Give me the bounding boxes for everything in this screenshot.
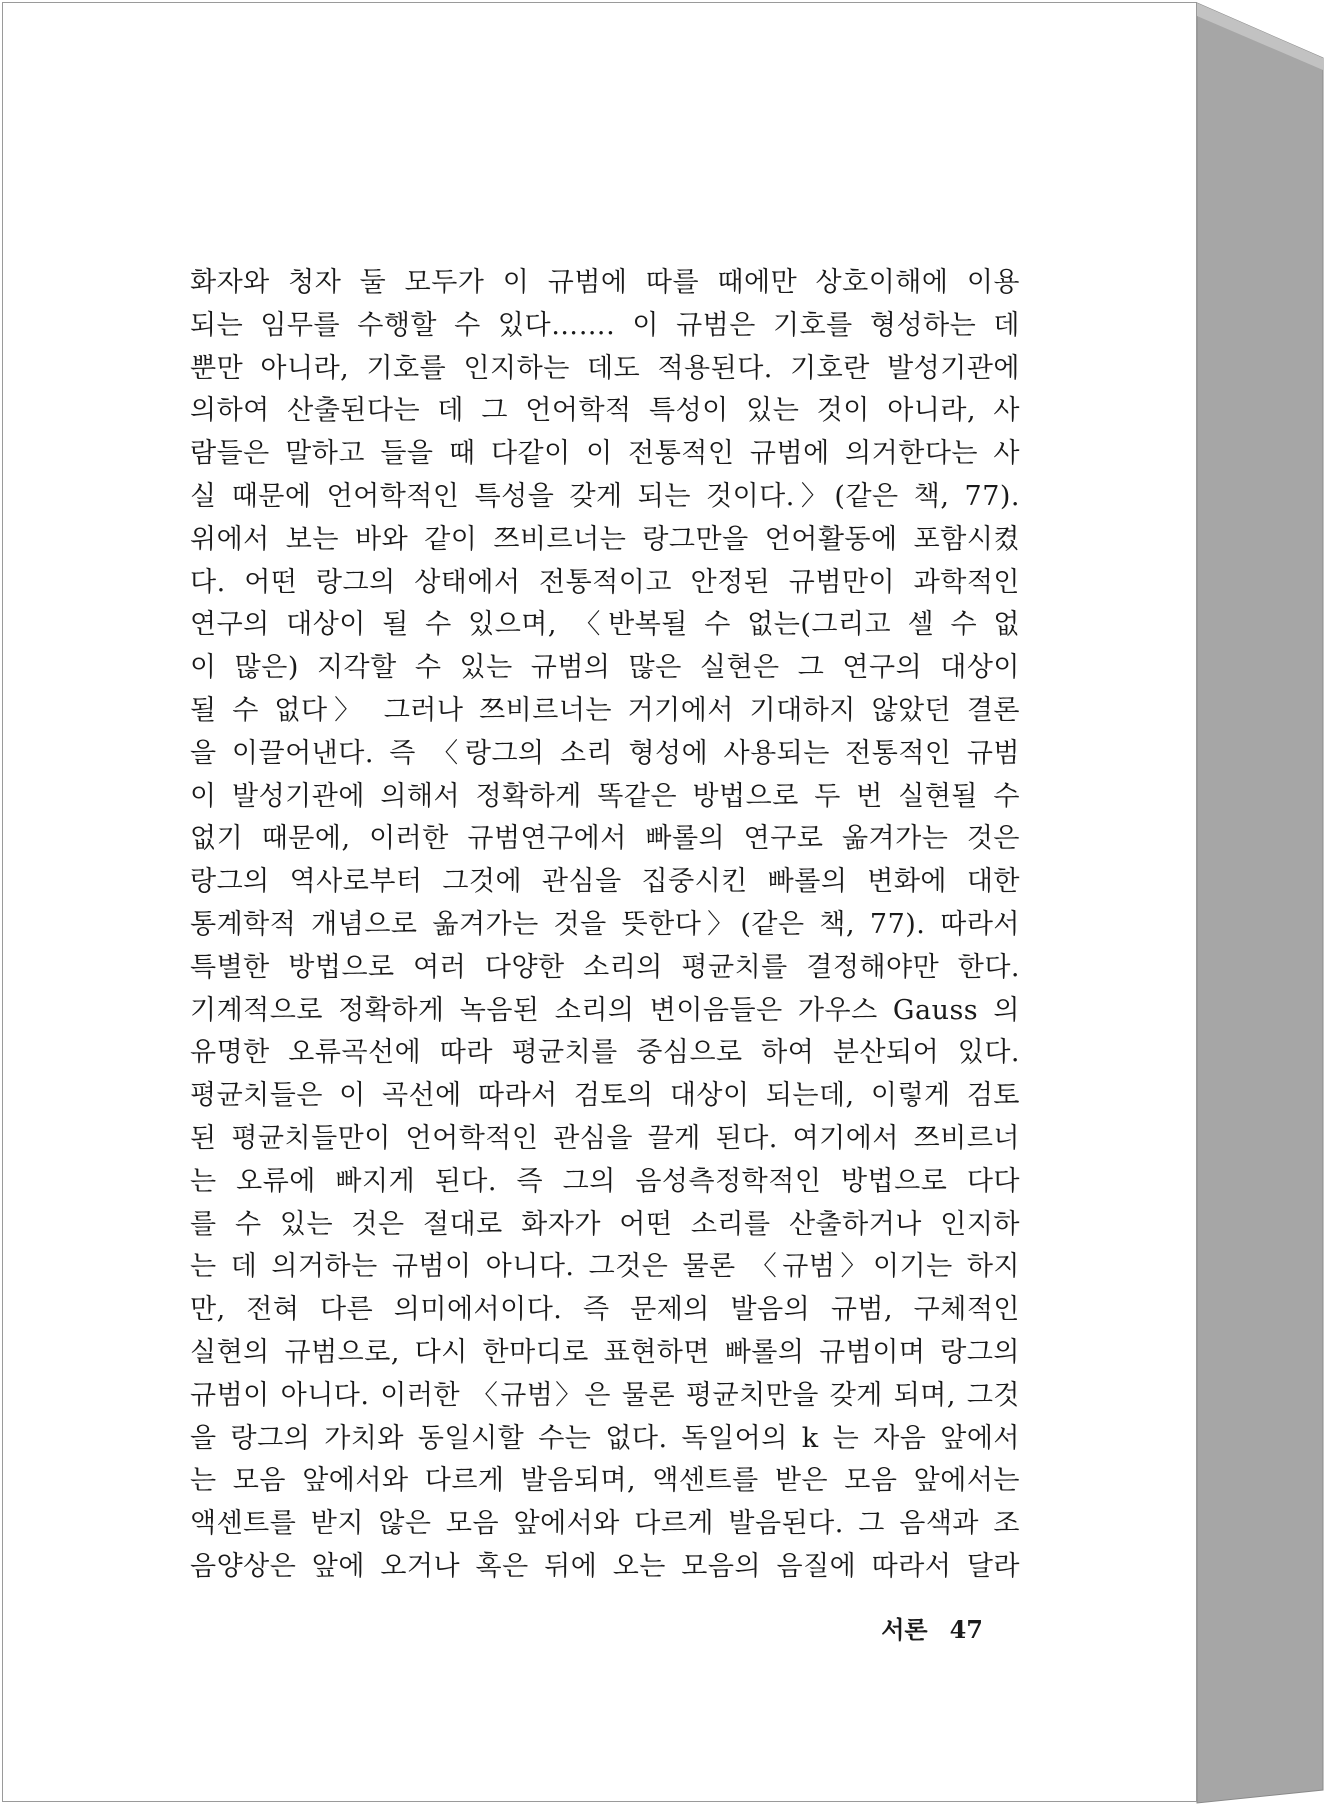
text-line: 없기 때문에, 이러한 규범연구에서 빠롤의 연구로 옮겨가는 것은 xyxy=(190,823,1020,855)
text-line: 람들은 말하고 들을 때 다같이 이 전통적인 규범에 의거한다는 사 xyxy=(190,438,1020,470)
text-line: 통계학적 개념으로 옮겨가는 것을 뜻한다〉(같은 책, 77). 따라서 xyxy=(190,908,1020,940)
page-number: 47 xyxy=(949,1615,983,1644)
text-line: 를 수 있는 것은 절대로 화자가 어떤 소리를 산출하거나 인지하 xyxy=(190,1208,1020,1240)
text-line: 이 많은) 지각할 수 있는 규범의 많은 실현은 그 연구의 대상이 xyxy=(190,652,1020,684)
text-line: 음양상은 앞에 오거나 혹은 뒤에 오는 모음의 음질에 따라서 달라 xyxy=(190,1550,1020,1582)
text-line: 위에서 보는 바와 같이 쯔비르너는 랑그만을 언어활동에 포함시켰 xyxy=(190,523,1020,555)
text-line: 유명한 오류곡선에 따라 평균치를 중심으로 하여 분산되어 있다. xyxy=(190,1037,1020,1069)
text-line: 액센트를 받지 않은 모음 앞에서와 다르게 발음된다. 그 음색과 조 xyxy=(190,1508,1020,1540)
text-line: 는 모음 앞에서와 다르게 발음되며, 액센트를 받은 모음 앞에서는 xyxy=(190,1465,1020,1497)
text-line: 는 오류에 빠지게 된다. 즉 그의 음성측정학적인 방법으로 다다 xyxy=(190,1165,1020,1197)
text-line: 될 수 없다〉 그러나 쯔비르너는 거기에서 기대하지 않았던 결론 xyxy=(190,694,1020,726)
text-line: 화자와 청자 둘 모두가 이 규범에 따를 때에만 상호이해에 이용 xyxy=(190,267,1020,298)
text-line: 다. 어떤 랑그의 상태에서 전통적이고 안정된 규범만이 과학적인 xyxy=(190,566,1020,598)
text-line: 기계적으로 정확하게 녹음된 소리의 변이음들은 가우스 Gauss 의 xyxy=(190,994,1020,1026)
text-line: 실현의 규범으로, 다시 한마디로 표현하면 빠롤의 규범이며 랑그의 xyxy=(190,1336,1020,1368)
text-line: 평균치들은 이 곡선에 따라서 검토의 대상이 되는데, 이렇게 검토 xyxy=(190,1080,1020,1112)
body-text xyxy=(190,262,1020,1589)
text-line: 을 이끌어낸다. 즉 〈랑그의 소리 형성에 사용되는 전통적인 규범 xyxy=(190,737,1020,769)
text-line: 규범이 아니다. 이러한 〈규범〉은 물론 평균치만을 갖게 되며, 그것 xyxy=(190,1379,1020,1411)
text-line: 연구의 대상이 될 수 있으며, 〈반복될 수 없는(그리고 셀 수 없 xyxy=(190,609,1020,641)
text-line: 만, 전혀 다른 의미에서이다. 즉 문제의 발음의 규범, 구체적인 xyxy=(190,1294,1020,1326)
text-line: 을 랑그의 가치와 동일시할 수는 없다. 독일어의 k 는 자음 앞에서 xyxy=(190,1422,1020,1454)
text-line: 이 발성기관에 의해서 정확하게 똑같은 방법으로 두 번 실현될 수 xyxy=(190,780,1020,812)
text-line: 의하여 산출된다는 데 그 언어학적 특성이 있는 것이 아니라, 사 xyxy=(190,395,1020,427)
text-line: 된 평균치들만이 언어학적인 관심을 끌게 된다. 여기에서 쯔비르너 xyxy=(190,1122,1020,1154)
text-line: 랑그의 역사로부터 그것에 관심을 집중시킨 빠롤의 변화에 대한 xyxy=(190,866,1020,898)
text-line: 특별한 방법으로 여러 다양한 소리의 평균치를 결정해야만 한다. xyxy=(190,951,1020,983)
text-line: 되는 임무를 수행할 수 있다……. 이 규범은 기호를 형성하는 데 xyxy=(190,309,1020,341)
text-line: 실 때문에 언어학적인 특성을 갖게 되는 것이다.〉(같은 책, 77). xyxy=(190,480,1020,512)
text-line: 뿐만 아니라, 기호를 인지하는 데도 적용된다. 기호란 발성기관에 xyxy=(190,352,1020,384)
page-footer xyxy=(881,1610,983,1645)
running-head: 서론 xyxy=(881,1615,928,1644)
text-line: 는 데 의거하는 규범이 아니다. 그것은 물론 〈규범〉이기는 하지 xyxy=(190,1251,1020,1283)
